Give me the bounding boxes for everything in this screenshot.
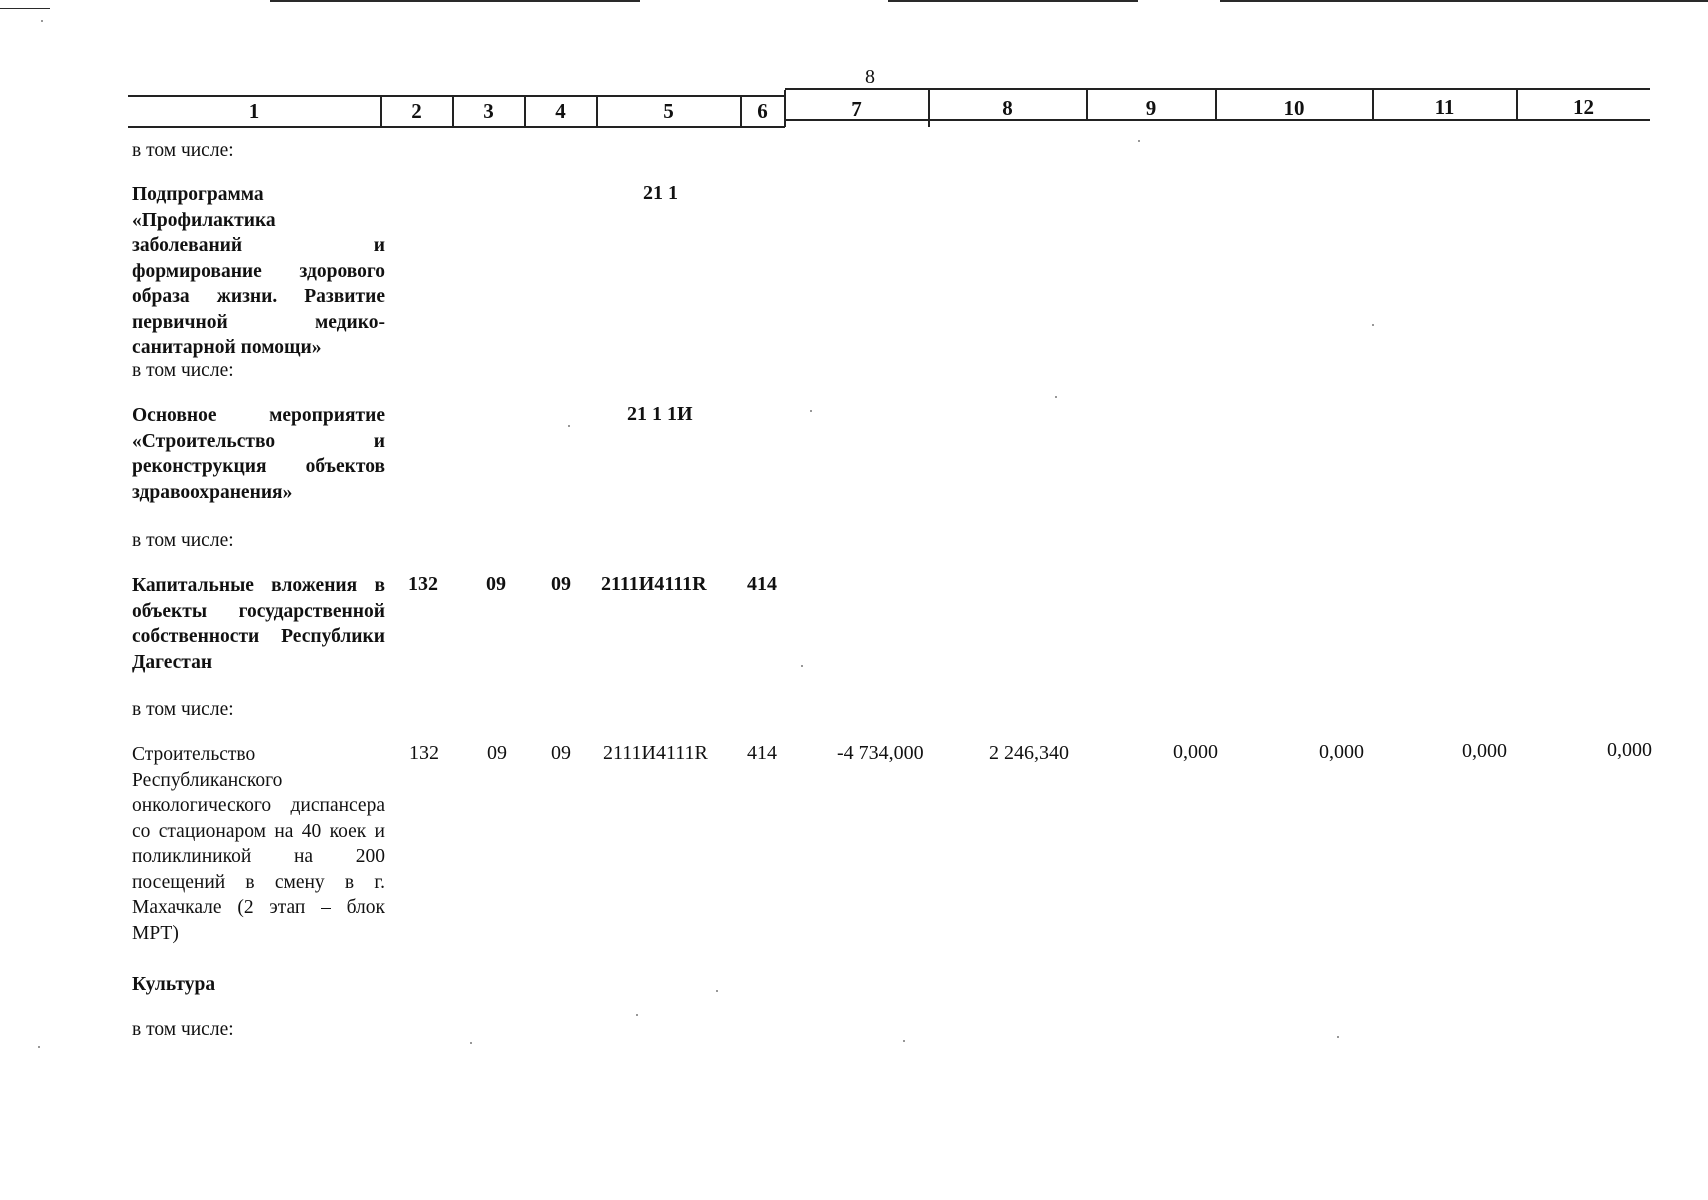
capital-investments-col6: 414 bbox=[747, 573, 777, 595]
scan-edge-line bbox=[1220, 0, 1708, 2]
scan-speck bbox=[38, 1046, 40, 1048]
scan-edge-line bbox=[888, 0, 1138, 2]
construction-label: Строительство Республиканского онкологического диспансера со стационаром на 40 коек и поликлиникой на 200 посещений в смену в г. Махачкале (2 этап – блок МРТ) bbox=[132, 744, 385, 944]
scan-speck bbox=[41, 20, 43, 22]
header-top-rule bbox=[128, 95, 785, 97]
scan-edge-line bbox=[0, 8, 50, 9]
scan-speck bbox=[1337, 1036, 1339, 1038]
scan-speck bbox=[801, 665, 803, 667]
column-header-12: 12 bbox=[1573, 95, 1594, 119]
column-header-11: 11 bbox=[1434, 95, 1455, 119]
row-note: в том числе: bbox=[132, 699, 234, 720]
construction-col11: 0,000 bbox=[1462, 740, 1507, 762]
column-header-4: 4 bbox=[555, 99, 566, 123]
header-bottom-rule bbox=[128, 126, 785, 128]
page-number: 8 bbox=[865, 66, 875, 88]
scan-speck bbox=[470, 1042, 472, 1044]
construction-col10: 0,000 bbox=[1319, 741, 1364, 763]
construction-col6: 414 bbox=[747, 742, 777, 764]
row-note: в том числе: bbox=[132, 140, 234, 161]
construction-col5: 2111И4111R bbox=[603, 742, 708, 764]
construction-col2: 132 bbox=[409, 742, 439, 764]
capital-investments-col4: 09 bbox=[551, 573, 571, 595]
construction-col4: 09 bbox=[551, 742, 571, 764]
column-header-9: 9 bbox=[1145, 96, 1157, 120]
capital-investments-col3: 09 bbox=[486, 573, 506, 595]
column-header-1: 1 bbox=[248, 99, 260, 123]
construction-col8: 2 246,340 bbox=[989, 742, 1069, 764]
column-header-7: 7 bbox=[851, 97, 862, 121]
capital-investments-label: Капитальные вложения в объекты государственной собственности Республики Дагестан bbox=[132, 575, 385, 673]
subprogram-code: 21 1 bbox=[643, 182, 678, 204]
scan-speck bbox=[810, 410, 812, 412]
scan-speck bbox=[903, 1040, 905, 1042]
scan-edge-line bbox=[270, 0, 640, 2]
main-activity-label: Основное мероприятие «Строительство и реконструкция объектов здравоохранения» bbox=[132, 405, 385, 503]
scan-speck bbox=[568, 425, 570, 427]
construction-col12: 0,000 bbox=[1607, 739, 1652, 761]
capital-investments-col2: 132 bbox=[408, 573, 438, 595]
construction-col3: 09 bbox=[487, 742, 507, 764]
column-header-8: 8 bbox=[1002, 96, 1013, 120]
column-header-6: 6 bbox=[757, 99, 768, 123]
scan-speck bbox=[636, 1014, 638, 1016]
column-header-5: 5 bbox=[663, 99, 674, 123]
construction-col7: -4 734,000 bbox=[837, 742, 924, 764]
header-top-rule bbox=[785, 88, 1650, 90]
column-header-3: 3 bbox=[483, 99, 494, 123]
column-header-2: 2 bbox=[411, 99, 422, 123]
culture-label: Культура bbox=[132, 974, 216, 995]
row-note: в том числе: bbox=[132, 530, 234, 551]
row-note: в том числе: bbox=[132, 1019, 234, 1040]
subprogram-label: Подпрограмма «Профилактика заболеваний и формирование здорового образа жизни. Развитие первичной медико-санитарной помощи» bbox=[132, 184, 385, 358]
capital-investments-col5: 2111И4111R bbox=[601, 573, 707, 595]
scan-speck bbox=[1055, 396, 1057, 398]
column-header-10: 10 bbox=[1283, 96, 1305, 120]
row-note: в том числе: bbox=[132, 360, 234, 381]
main-activity-code: 21 1 1И bbox=[627, 403, 693, 425]
scan-speck bbox=[1372, 324, 1374, 326]
scan-speck bbox=[1138, 140, 1140, 142]
construction-col9: 0,000 bbox=[1173, 741, 1218, 763]
scan-speck bbox=[716, 990, 718, 992]
